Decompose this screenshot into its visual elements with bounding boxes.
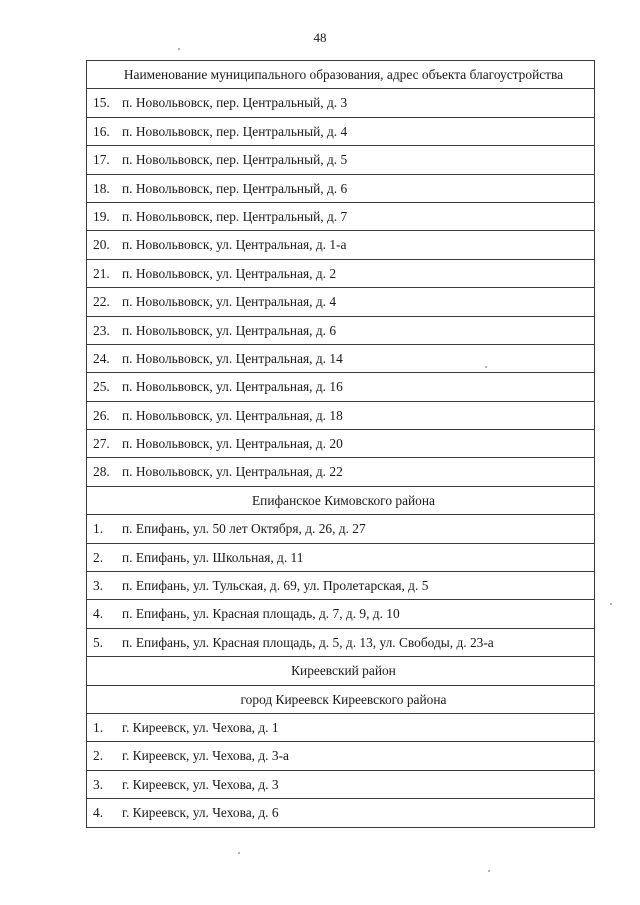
address-text: п. Новольвовск, ул. Центральная, д. 4	[122, 294, 337, 310]
address-text: п. Новольвовск, ул. Центральная, д. 14	[122, 350, 343, 366]
address-text: г. Киреевск, ул. Чехова, д. 3	[122, 776, 279, 792]
table-row	[87, 799, 595, 827]
address-cell	[87, 202, 595, 230]
scan-speck	[610, 603, 612, 605]
address-cell	[87, 344, 595, 372]
address-text: п. Новольвовск, ул. Центральная, д. 1-а	[122, 237, 347, 253]
table-row	[87, 231, 595, 259]
table-row	[87, 458, 595, 486]
row-number: 5.	[93, 634, 104, 650]
row-number: 27.	[93, 436, 110, 452]
address-text: п. Новольвовск, ул. Центральная, д. 16	[122, 379, 343, 395]
address-cell	[87, 713, 595, 741]
row-number: 2.	[93, 549, 104, 565]
address-text: п. Новольвовск, ул. Центральная, д. 20	[122, 436, 343, 452]
table-row	[87, 373, 595, 401]
address-cell	[87, 572, 595, 600]
address-cell	[87, 458, 595, 486]
row-number: 3.	[93, 776, 104, 792]
address-cell	[87, 316, 595, 344]
row-number: 22.	[93, 294, 110, 310]
address-text: п. Новольвовск, ул. Центральная, д. 18	[122, 407, 343, 423]
section-row	[87, 486, 595, 514]
table-row	[87, 259, 595, 287]
improvement-objects-table	[86, 60, 595, 828]
address-cell	[87, 401, 595, 429]
address-cell	[87, 628, 595, 656]
section-title: Епифанское Кимовского района	[87, 486, 595, 514]
table-row	[87, 344, 595, 372]
address-text: г. Киреевск, ул. Чехова, д. 6	[122, 805, 279, 821]
address-text: п. Епифань, ул. Тульская, д. 69, ул. Пролетарская, д. 5	[122, 578, 429, 594]
address-text: п. Новольвовск, ул. Центральная, д. 6	[122, 322, 337, 338]
address-cell	[87, 770, 595, 798]
address-text: п. Новольвовск, пер. Центральный, д. 3	[122, 95, 348, 111]
address-cell	[87, 288, 595, 316]
section-title: Киреевский район	[87, 657, 595, 685]
table-row	[87, 713, 595, 741]
table-row	[87, 202, 595, 230]
table-header: Наименование муниципального образования, адрес объекта благоустройства	[87, 61, 595, 89]
row-number: 20.	[93, 237, 110, 253]
address-cell	[87, 600, 595, 628]
address-cell	[87, 430, 595, 458]
section-row	[87, 657, 595, 685]
scan-speck	[178, 48, 180, 50]
row-number: 2.	[93, 748, 104, 764]
page-number: 48	[313, 30, 327, 45]
address-cell	[87, 515, 595, 543]
row-number: 26.	[93, 407, 110, 423]
row-number: 17.	[93, 152, 110, 168]
table-row	[87, 117, 595, 145]
row-number: 23.	[93, 322, 110, 338]
address-text: п. Новольвовск, пер. Центральный, д. 4	[122, 123, 348, 139]
table-row	[87, 288, 595, 316]
row-number: 24.	[93, 350, 110, 366]
table-row	[87, 572, 595, 600]
row-number: 4.	[93, 606, 104, 622]
row-number: 1.	[93, 521, 104, 537]
table-row	[87, 600, 595, 628]
section-title: город Киреевск Киреевского района	[87, 685, 595, 713]
address-text: п. Епифань, ул. Красная площадь, д. 5, д. 13, ул. Свободы, д. 23-а	[122, 634, 494, 650]
address-text: п. Епифань, ул. Школьная, д. 11	[122, 549, 304, 565]
row-number: 28.	[93, 464, 110, 480]
address-cell	[87, 543, 595, 571]
address-cell	[87, 799, 595, 827]
address-text: п. Епифань, ул. Красная площадь, д. 7, д. 9, д. 10	[122, 606, 400, 622]
section-row	[87, 685, 595, 713]
address-cell	[87, 174, 595, 202]
scan-speck	[238, 852, 240, 854]
table-row	[87, 89, 595, 117]
table-row	[87, 515, 595, 543]
address-cell	[87, 89, 595, 117]
address-cell	[87, 146, 595, 174]
address-text: п. Новольвовск, пер. Центральный, д. 6	[122, 180, 348, 196]
address-text: п. Новольвовск, ул. Центральная, д. 22	[122, 464, 343, 480]
address-text: п. Епифань, ул. 50 лет Октября, д. 26, д. 27	[122, 521, 366, 537]
table-row	[87, 316, 595, 344]
row-number: 4.	[93, 805, 104, 821]
address-text: п. Новольвовск, ул. Центральная, д. 2	[122, 265, 337, 281]
row-number: 25.	[93, 379, 110, 395]
scan-speck	[485, 366, 487, 368]
table-body	[87, 61, 595, 828]
address-cell	[87, 373, 595, 401]
row-number: 15.	[93, 95, 110, 111]
table-row	[87, 146, 595, 174]
address-cell	[87, 231, 595, 259]
address-text: п. Новольвовск, пер. Центральный, д. 5	[122, 152, 348, 168]
row-number: 19.	[93, 208, 110, 224]
row-number: 18.	[93, 180, 110, 196]
address-cell	[87, 117, 595, 145]
table-row	[87, 628, 595, 656]
address-cell	[87, 742, 595, 770]
table-row	[87, 430, 595, 458]
address-text: г. Киреевск, ул. Чехова, д. 3-а	[122, 748, 289, 764]
table-row	[87, 770, 595, 798]
address-text: п. Новольвовск, пер. Центральный, д. 7	[122, 208, 348, 224]
scan-speck	[488, 870, 490, 872]
address-cell	[87, 259, 595, 287]
table-row	[87, 742, 595, 770]
table-header-row	[87, 61, 595, 89]
row-number: 1.	[93, 719, 104, 735]
table-row	[87, 543, 595, 571]
table-row	[87, 401, 595, 429]
row-number: 16.	[93, 123, 110, 139]
row-number: 3.	[93, 578, 104, 594]
address-text: г. Киреевск, ул. Чехова, д. 1	[122, 719, 279, 735]
table-row	[87, 174, 595, 202]
row-number: 21.	[93, 265, 110, 281]
